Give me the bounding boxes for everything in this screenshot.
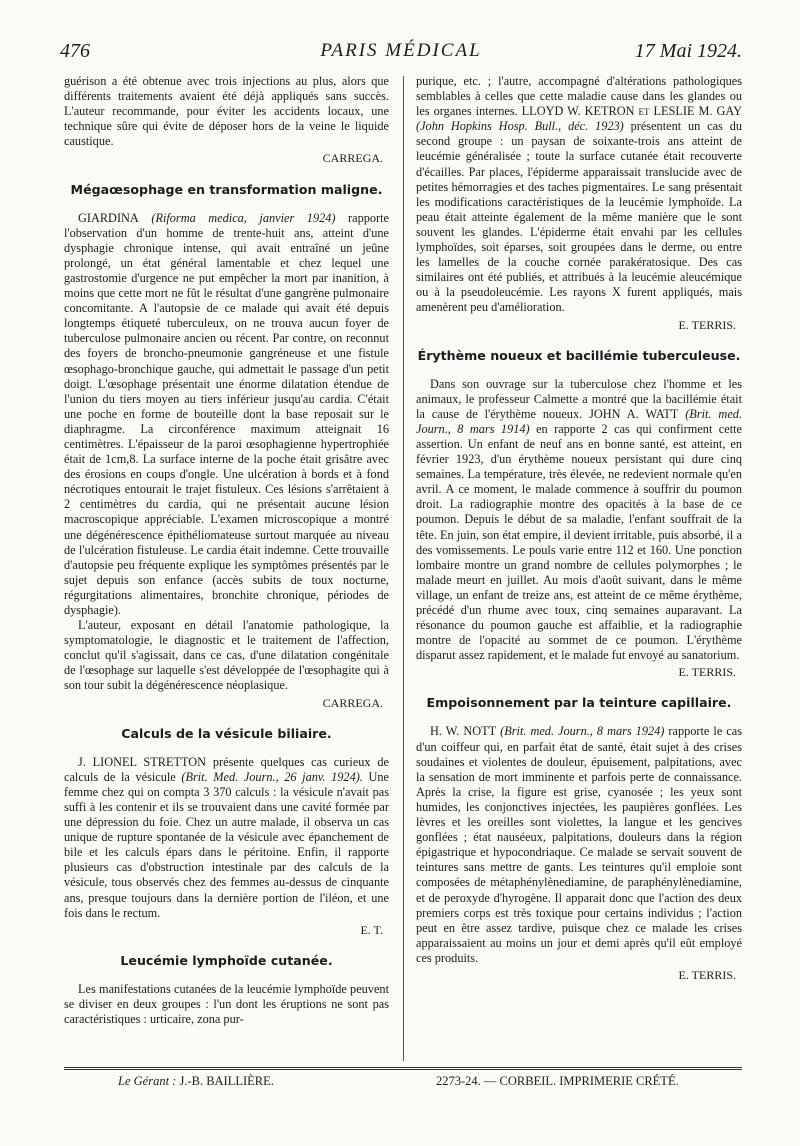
article-title-calculs: Calculs de la vésicule biliaire. — [121, 725, 332, 741]
article-title-erytheme: Érythème noueux et bacillémie tuberculeuse. — [417, 347, 741, 363]
article-title-leucemie: Leucémie lymphoïde cutanée. — [120, 952, 333, 968]
paragraph-text: purique, etc. ; l'autre, accompagné d'altérations pathologiques semblables à celles que cette maladie cause dans les glandes ou les organes internes. — [416, 74, 742, 119]
citation: (John Hopkins Hosp. Bull., déc. 1923) — [416, 119, 624, 134]
article-paragraph — [416, 377, 742, 664]
footer-rule — [64, 1067, 742, 1068]
article-title-empoisonnement: Empoisonnement par la teinture capillaire. — [426, 695, 732, 711]
signature: CARREGA. — [322, 151, 383, 166]
article-title-megaoesophage: Mégaœsophage en transformation maligne. — [70, 181, 383, 197]
article-paragraph: Les manifestations cutanées de la leucémie lymphoïde peuvent se diviser en deux groupes : l'un dont les éruptions ne sont pas caractéristiques : urticaire, zona pur- — [64, 981, 389, 1026]
paragraph-text: rapporte l'observation d'un homme de trente-huit ans, atteint d'une dysphagie chronique intense, qui avait entraîné un jeûne prolongé, un état général lamentable et chez lequel une gastrostomie d'urgence ne put empêcher la mort par inanition, à moins que cette mort ne fût le résultat d'une gangrène pulmonaire concomitante. A l'autopsie de ce malade qui avait été depuis longtemps étiqueté tuberculeux, on ne trouva aucun foyer de tuberculose pulmonaire ancien ou récent. Par contre, on reconnut des foyers de broncho-pneumonie gangréneuse et une fistule œsophago-bronchique gauche, qui admettait le passage d'un petit doigt. L'œsophage présentait une énorme dilatation étendue de l'union du tiers moyen au tiers inférieur jusqu'au cardia. C'était une poche en forme de bouteille dont la base reposait sur le diaphragme. La circonférence maximum atteignait 16 centimètres. L'épaisseur de la paroi œsophagienne hypertrophiée était de 1cm,8. La surface interne de la poche était grisâtre avec des érosions en coups d'ongle. Une ulcération à bords et à fond nécrotiques entourait le trajet fistuleux. Ces lésions s'arrêtaient à 2 centimètres du cardia, qui ne présentait aucune lésion macroscopique appréciable. L'examen microscopique a montré une dégénérescence épithéliomateuse surtout marquée au niveau de l'ulcération fistuleuse. Le cardia était indemne. Cette trouvaille d'autopsie peu fréquente explique les symptômes présentés par le sujet depuis son enfance (accès subits de toux nocturne, régurgitations alimentaires, bronchite chronique, périodes de dysphagie). — [64, 210, 389, 617]
citation: (Brit. med. Journ., 8 mars 1914) — [416, 406, 742, 436]
signature: CARREGA. — [322, 695, 383, 710]
article-paragraph — [64, 211, 389, 619]
left-column — [64, 74, 389, 1027]
paragraph-text: présentent un cas du second groupe : un paysan de soixante-trois ans atteint de leucémie généralisée ; toute la surface cutanée était recouverte d'écailles. Par places, l'épiderme apparaissait translucide avec de petites hémorragies et des taches pigmentaires. Le sang présentait les modifications caractéristiques de la leucémie lymphoïde. La peau était atteinte également de la même manière que le sont souvent les glandes. L'épiderme était envahi par les cellules lymphoïdes, soit éparses, soit groupées dans le derme, ou entre les lamelles de la couche cornée parakératosique. Des cas similaires ont été publiés, et attribués à la leucémie aleucémique ou à la pseudoleucémie. Les rayons X furent appliqués, mais amenèrent peu d'amélioration. — [416, 119, 742, 315]
citation: (Brit. med. Journ., 8 mars 1924) — [500, 724, 665, 739]
printer-line: 2273-24. — CORBEIL. IMPRIMERIE CRÉTÉ. — [436, 1074, 679, 1088]
paragraph-text: rapporte le cas d'un coiffeur qui, en parfait état de santé, était sujet à des crises soudaines et violentes de douleur, épuisement, palpitations, avec la sensation de mort imminente et parfois perte de connaissance. Après la crise, la figure est grise, cyanosée ; les yeux sont humides, les conjonctives injectées, les paupières gonflées. Les lèvres et les oreilles sont violettes, la langue et les gencives gonflées ; état nauséeux, palpitations, douleurs dans la région épigastrique et hypocondriaque. Ce malade se servait souvent de teintures sans mettre de gants. Les teintures qu'il emploie sont composées de métaphénylènediamine, de paraphénylènediamine, et de peroxyde d'hyrogène. Il apparait donc que l'action des deux premiers corps est très toxique pour certains individus ; l'action peut en être assez tardive, puisque chez ce malade les crises apparaissaient au moins un jour et demi après qu'il eût employé ces produits. — [416, 724, 743, 965]
article-paragraph — [64, 755, 389, 921]
signature: E. TERRIS. — [678, 317, 736, 332]
author-name: JOHN A. WATT — [589, 406, 679, 421]
author-name: LLOYD W. KETRON et LESLIE M. GAY — [521, 104, 742, 119]
footer-rule — [64, 1069, 742, 1070]
page-number: 476 — [60, 40, 90, 62]
column-divider — [403, 76, 404, 1061]
signature: E. TERRIS. — [678, 665, 736, 680]
citation: (Riforma medica, janvier 1924) — [151, 210, 336, 225]
signature: E. TERRIS. — [678, 967, 736, 982]
article-paragraph — [416, 724, 742, 966]
right-column — [416, 74, 742, 983]
gerant-label: Le Gérant : — [118, 1074, 177, 1088]
paragraph-text: Une femme chez qui on compta 3 370 calculs : la vésicule n'avait pas suffi à les contenir et ils se trouvaient dans une cavité formée par une dépression du foie. Chez un autre malade, il observa un cas unique de rupture spontanée de la vésicule avec épanchement de bile et les calculs épars dans le péritoine. Enfin, il rapporte plusieurs cas d'obstruction intestinale par des calculs de la vésicule, tous observés chez des femmes au-dessus de cinquante ans, presque toujours dans la dernière portion de l'iléon, et une fois dans le rectum. — [64, 769, 390, 920]
signature: E. T. — [360, 922, 383, 937]
article-paragraph: L'auteur, exposant en détail l'anatomie pathologique, la symptomatologie, le diagnostic et le traitement de l'affection, conclut qu'il s'agissait, dans ce cas, d'une dilatation congénitale de l'œsophage sur laquelle s'est développée de l'œsophagite qui à son tour subit la dégénérescence néoplasique. — [64, 618, 389, 693]
continued-paragraph: guérison a été obtenue avec trois injections au plus, alors que différents traitements avaient été déjà appliqués sans succès. L'auteur recommande, pour éviter les accidents locaux, une technique sûre qui évite de déposer hors de la veine le liquide caustique. — [64, 74, 389, 149]
article-paragraph — [416, 74, 742, 316]
author-name: H. W. NOTT — [430, 724, 497, 739]
issue-date: 17 Mai 1924. — [634, 40, 742, 62]
paragraph-text: en rapporte 2 cas qui confirment cette assertion. Un enfant de neuf ans en bonne santé, est atteint, en février 1923, d'un érythème noueux persistant qui dure cinq semaines. La température, très élevée, ne redevient normale qu'en avril. A ce moment, le malade commence à souffrir du poumon droit. La radiographie montre des opacités à la base de ce poumon. Depuis le début de sa maladie, l'enfant souffrait de la tête. En juin, son état empire, il devient irritable, puis absorbé, il a des vomissements. Le pouls varie entre 112 et 160. Une ponction lombaire montre un grand nombre de cellules polymorphes ; le malade meurt en juillet. Au mois d'août suivant, dans le même village, un enfant de treize ans, est atteint de ce même érythème, précédé d'un rhume avec toux, cinq semaines auparavant. La résonance du poumon gauche est affaiblie, et la radiographie montre de l'opacité au sommet de ce poumon. L'érythème disparut assez rapidement, et le malade fut envoyé au sanatorium. — [416, 421, 743, 663]
page-header — [60, 40, 742, 70]
author-name: J. LIONEL STRETTON — [78, 754, 207, 769]
author-name: GIARDINA — [78, 210, 139, 225]
paragraph-text: présente quelques cas curieux de calculs de la vésicule — [64, 754, 389, 784]
citation: (Brit. Med. Journ., 26 janv. 1924). — [181, 769, 363, 784]
paragraph-text: Dans son ouvrage sur la tuberculose chez l'homme et les animaux, le professeur Calmette a montré que la bacillémie était la cause de l'érythème noueux. — [416, 376, 742, 421]
gerant-line — [118, 1074, 274, 1089]
journal-title: PARIS MÉDICAL — [320, 40, 482, 61]
gerant-name: J.-B. BAILLIÈRE. — [179, 1074, 274, 1088]
